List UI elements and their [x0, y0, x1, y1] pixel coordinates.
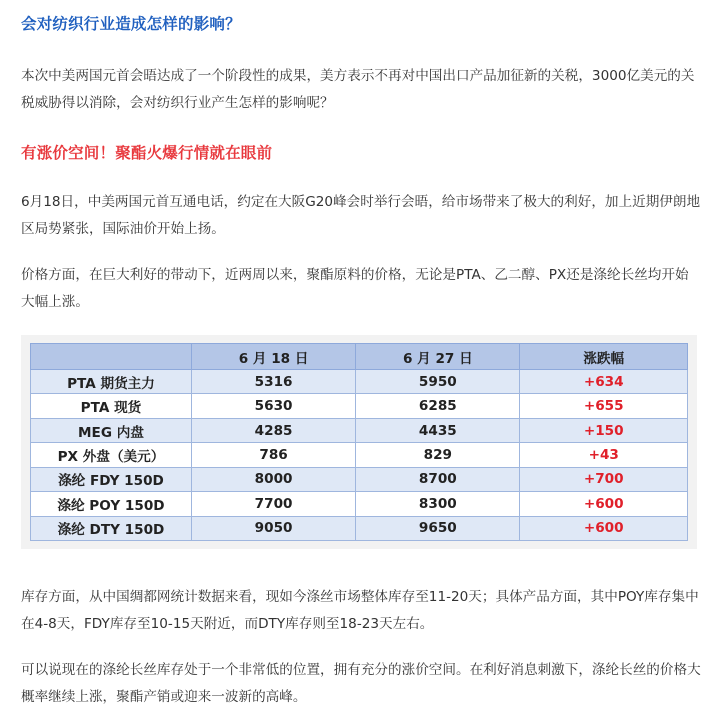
header-cell-product	[31, 344, 192, 370]
price-june27-cell: 8300	[356, 492, 520, 516]
table-row	[31, 443, 688, 467]
price-june18-cell: 9050	[191, 516, 355, 540]
intro-paragraph: 本次中美两国元首会晤达成了一个阶段性的成果，美方表示不再对中国出口产品加征新的关税，3000亿美元的关税威胁得以消除，会对纺织行业产生怎样的影响呢？	[21, 68, 695, 111]
product-cell: MEG 内盘	[31, 418, 192, 442]
product-cell: PTA 期货主力	[31, 370, 192, 394]
product-cell: 涤纶 FDY 150D	[31, 467, 192, 491]
paragraph-price: 价格方面，在巨大利好的带动下，近两周以来，聚酯原料的价格，无论是PTA、乙二醇、PX还是涤纶长丝均开始大幅上涨。	[21, 267, 689, 310]
price-june18-cell: 7700	[191, 492, 355, 516]
table-header-row	[31, 344, 688, 370]
paragraph-conclusion: 可以说现在的涤纶长丝库存处于一个非常低的位置，拥有充分的涨价空间。在利好消息刺激下，涤纶长丝的价格大概率继续上涨，聚酯产销或迎来一波新的高峰。	[21, 662, 701, 705]
change-cell: +150	[520, 418, 688, 442]
price-june18-cell: 5630	[191, 394, 355, 418]
table-row	[31, 516, 688, 540]
header-cell-june18: 6 月 18 日	[191, 344, 355, 370]
price-june27-cell: 6285	[356, 394, 520, 418]
price-june18-cell: 786	[191, 443, 355, 467]
product-cell: PTA 现货	[31, 394, 192, 418]
table-row	[31, 370, 688, 394]
price-june27-cell: 829	[356, 443, 520, 467]
change-cell: +43	[520, 443, 688, 467]
paragraph-june18: 6月18日，中美两国元首互通电话，约定在大阪G20峰会时举行会晤，给市场带来了极大的利好，加上近期伊朗地区局势紧张，国际油价开始上扬。	[21, 194, 701, 237]
price-june18-cell: 4285	[191, 418, 355, 442]
price-table-image	[21, 335, 697, 549]
section-heading-impact: 会对纺织行业造成怎样的影响？	[21, 15, 241, 33]
price-table	[30, 343, 688, 541]
table-row	[31, 492, 688, 516]
price-june27-cell: 5950	[356, 370, 520, 394]
price-june27-cell: 4435	[356, 418, 520, 442]
table-row	[31, 418, 688, 442]
paragraph-inventory: 库存方面，从中国绸都网统计数据来看，现如今涤丝市场整体库存至11-20天；具体产品方面，其中POY库存集中在4-8天，FDY库存至10-15天附近，而DTY库存则至18-23天左右。	[21, 589, 699, 632]
section-heading-price-room: 有涨价空间！聚酯火爆行情就在眼前	[21, 144, 273, 162]
change-cell: +634	[520, 370, 688, 394]
table-row	[31, 467, 688, 491]
price-june18-cell: 8000	[191, 467, 355, 491]
price-june18-cell: 5316	[191, 370, 355, 394]
product-cell: 涤纶 DTY 150D	[31, 516, 192, 540]
change-cell: +600	[520, 492, 688, 516]
product-cell: PX 外盘（美元）	[31, 443, 192, 467]
change-cell: +600	[520, 516, 688, 540]
table-row	[31, 394, 688, 418]
header-cell-change: 涨跌幅	[520, 344, 688, 370]
price-june27-cell: 8700	[356, 467, 520, 491]
change-cell: +655	[520, 394, 688, 418]
price-june27-cell: 9650	[356, 516, 520, 540]
header-cell-june27: 6 月 27 日	[356, 344, 520, 370]
product-cell: 涤纶 POY 150D	[31, 492, 192, 516]
change-cell: +700	[520, 467, 688, 491]
